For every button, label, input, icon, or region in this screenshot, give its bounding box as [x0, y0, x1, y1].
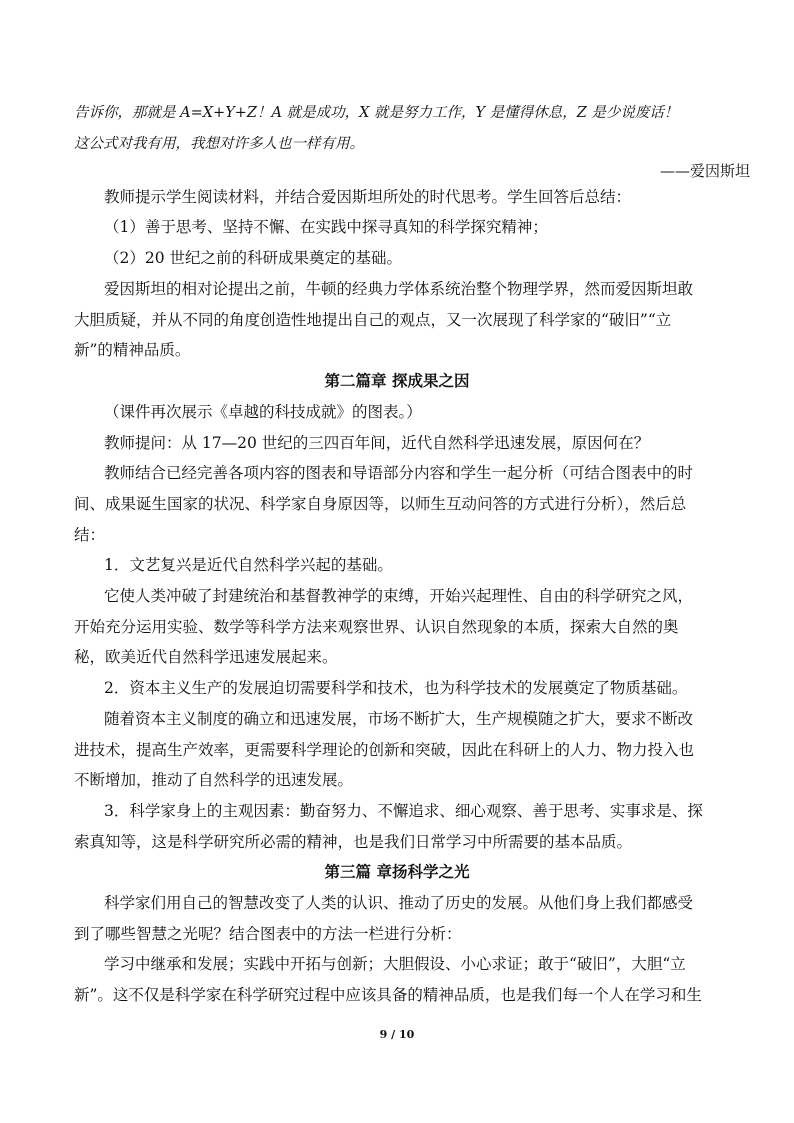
- paragraph-line: （2）20 世纪之前的科研成果奠定的基础。: [104, 249, 403, 267]
- paragraph-line: 开始充分运用实验、数学等科学方法来观察世界、认识自然现象的本质，探索大自然的奥: [74, 618, 679, 636]
- paragraph-line: 秘，欧美近代自然科学迅速发展起来。: [74, 648, 338, 666]
- paragraph-line: 索真知等，这是科学研究所必需的精神，也是我们日常学习中所需要的基本品质。: [74, 833, 633, 851]
- paragraph-line: 新”的精神品质。: [74, 341, 191, 359]
- paragraph-line: 随着资本主义制度的确立和迅速发展，市场不断扩大，生产规模随之扩大，要求不断改: [104, 710, 694, 728]
- paragraph-line: 间、成果诞生国家的状况、科学家自身原因等，以师生互动问答的方式进行分析），然后总: [74, 495, 687, 513]
- paragraph-line: 它使人类冲破了封建统治和基督教神学的束缚，开始兴起理性、自由的科学研究之风，: [104, 587, 694, 605]
- section-heading-2: 第二篇章 探成果之因: [324, 371, 470, 390]
- paragraph-line: 进技术，提高生产效率，更需要科学理论的创新和突破，因此在科研上的人力、物力投入也: [74, 741, 695, 759]
- quote-line-1: 告诉你，那就是 A=X+Y+Z！A 就是成功，X 就是努力工作，Y 是懂得休息，Z 是少说废话！: [74, 105, 679, 121]
- paragraph-line: 爱因斯坦的相对论提出之前，牛顿的经典力学体系统治整个物理学界，然而爱因斯坦敢: [104, 280, 694, 298]
- paragraph-line: 到了哪些智慧之光呢？结合图表中的方法一栏进行分析：: [74, 925, 462, 943]
- quote-line-2: 这公式对我有用，我想对许多人也一样有用。: [74, 136, 364, 152]
- paragraph-line: 1．文艺复兴是近代自然科学兴起的基础。: [104, 556, 393, 574]
- paragraph-line: 教师提示学生阅读材料，并结合爱因斯坦所处的时代思考。学生回答后总结：: [104, 188, 632, 206]
- paragraph-line: 结：: [74, 526, 106, 544]
- paragraph-line: 学习中继承和发展；实践中开拓与创新；大胆假设、小心求证；敢于“破旧”，大胆“立: [104, 955, 686, 973]
- paragraph-line: 2．资本主义生产的发展迫切需要科学和技术，也为科学技术的发展奠定了物质基础。: [104, 679, 688, 697]
- quote-attribution: ——爱因斯坦: [659, 162, 750, 180]
- paragraph-line: 大胆质疑，并从不同的角度创造性地提出自己的观点，又一次展现了科学家的“破旧”“立: [74, 311, 672, 329]
- paragraph-line: 新”。这不仅是科学家在科学研究过程中应该具备的精神品质，也是我们每一个人在学习和生: [74, 986, 702, 1004]
- paragraph-line: 教师结合已经完善各项内容的图表和导语部分内容和学生一起分析（可结合图表中的时: [104, 464, 694, 482]
- paragraph-line: 3．科学家身上的主观因素：勤奋努力、不懈追求、细心观察、善于思考、实事求是、探: [104, 802, 703, 820]
- paragraph-line: （课件再次展示《卓越的科技成就》的图表。）: [104, 403, 422, 421]
- paragraph-line: 教师提问：从 17—20 世纪的三四百年间，近代自然科学迅速发展，原因何在？: [104, 434, 650, 452]
- paragraph-line: （1）善于思考、坚持不懈、在实践中探寻真知的科学探究精神；: [104, 218, 548, 236]
- paragraph-line: 科学家们用自己的智慧改变了人类的认识、推动了历史的发展。从他们身上我们都感受: [104, 894, 694, 912]
- paragraph-line: 不断增加，推动了自然科学的迅速发展。: [74, 771, 354, 789]
- page-number: 9 / 10: [379, 1028, 415, 1041]
- section-heading-3: 第三篇 章扬科学之光: [324, 862, 470, 881]
